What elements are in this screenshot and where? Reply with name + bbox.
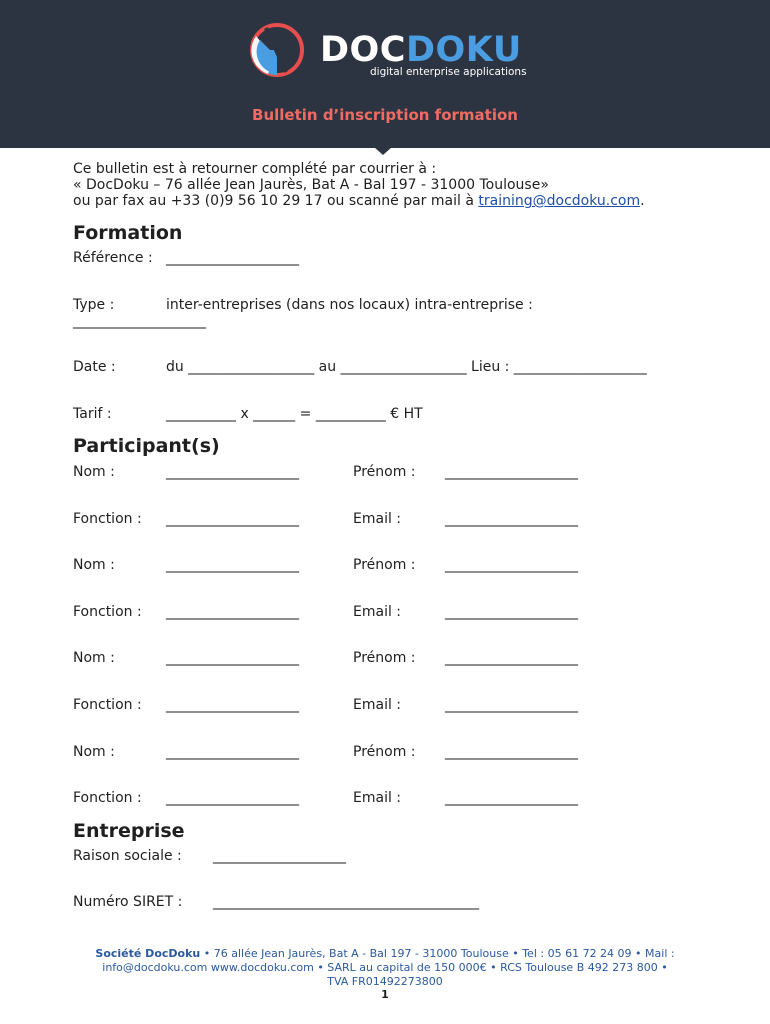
participant-2-email-label: Email : [353,604,402,620]
brand-doku: DOKU [406,30,522,70]
reference-field[interactable]: ___________________ [166,250,299,266]
page-footer [60,947,710,989]
reference-label: Référence : [73,250,153,266]
raison-sociale-field[interactable]: ___________________ [213,848,346,864]
brand-name [320,30,522,70]
footer-address: • 76 allée Jean Jaurès, Bat A - Bal 197 - 31000 Toulouse • Tel : 05 61 72 24 09 • Mail : [200,947,675,960]
type-label: Type : [73,297,115,313]
intro-text [73,161,645,209]
participant-1-email-field[interactable]: ___________________ [445,511,578,527]
participant-1-fonction-label: Fonction : [73,511,142,527]
section-formation-title: Formation [73,222,183,244]
participant-1-prenom-label: Prénom : [353,464,416,480]
participant-3-prenom-label: Prénom : [353,650,416,666]
brand-tagline: digital enterprise applications [370,66,527,78]
intro-line-3-suffix: . [640,193,645,209]
participant-4-nom-field[interactable]: ___________________ [166,744,299,760]
participant-3-fonction-label: Fonction : [73,697,142,713]
siret-field[interactable]: ______________________________________ [213,894,479,910]
siret-label: Numéro SIRET : [73,894,183,910]
raison-sociale-label: Raison sociale : [73,848,182,864]
intro-line-3 [73,193,645,209]
intro-line-1: Ce bulletin est à retourner complété par courrier à : [73,161,437,177]
tarif-label: Tarif : [73,406,112,422]
tarif-fields[interactable]: __________ x ______ = __________ € HT [166,406,423,422]
participant-2-fonction-label: Fonction : [73,604,142,620]
participant-2-prenom-label: Prénom : [353,557,416,573]
type-intra-field[interactable]: ___________________ [73,313,206,329]
training-email-link[interactable]: training@docdoku.com [478,193,641,209]
participant-2-nom-field[interactable]: ___________________ [166,557,299,573]
footer-line-3: TVA FR01492273800 [327,975,443,988]
participant-3-nom-field[interactable]: ___________________ [166,650,299,666]
footer-line-1 [60,947,710,961]
participant-1-fonction-field[interactable]: ___________________ [166,511,299,527]
participant-3-nom-label: Nom : [73,650,115,666]
page-title: Bulletin d’inscription formation [252,106,518,124]
type-options[interactable]: inter-entreprises (dans nos locaux) intra-entreprise : [166,297,533,313]
page-number: 1 [381,988,389,1001]
participant-2-email-field[interactable]: ___________________ [445,604,578,620]
participant-1-nom-label: Nom : [73,464,115,480]
participant-3-prenom-field[interactable]: ___________________ [445,650,578,666]
participant-3-fonction-field[interactable]: ___________________ [166,697,299,713]
participant-4-email-field[interactable]: ___________________ [445,790,578,806]
date-label: Date : [73,359,116,375]
participant-4-prenom-label: Prénom : [353,744,416,760]
footer-company: Société DocDoku [95,947,201,960]
participant-4-prenom-field[interactable]: ___________________ [445,744,578,760]
participant-2-fonction-field[interactable]: ___________________ [166,604,299,620]
participant-3-email-field[interactable]: ___________________ [445,697,578,713]
participant-4-email-label: Email : [353,790,402,806]
section-entreprise-title: Entreprise [73,820,185,842]
participant-1-nom-field[interactable]: ___________________ [166,464,299,480]
brand-doc: DOC [320,30,406,70]
participant-2-prenom-field[interactable]: ___________________ [445,557,578,573]
intro-line-3-prefix: ou par fax au +33 (0)9 56 10 29 17 ou scanné par mail à [73,193,479,209]
footer-line-2: info@docdoku.com www.docdoku.com • SARL au capital de 150 000€ • RCS Toulouse B 492 273 800 • [102,961,668,974]
participant-3-email-label: Email : [353,697,402,713]
participant-1-prenom-field[interactable]: ___________________ [445,464,578,480]
date-fields[interactable]: du __________________ au __________________ Lieu : ___________________ [166,359,647,375]
docdoku-logo-icon [246,22,308,78]
participant-2-nom-label: Nom : [73,557,115,573]
participant-1-email-label: Email : [353,511,402,527]
header-notch [374,147,392,155]
participant-4-nom-label: Nom : [73,744,115,760]
intro-line-2: « DocDoku – 76 allée Jean Jaurès, Bat A - Bal 197 - 31000 Toulouse» [73,177,549,193]
section-participants-title: Participant(s) [73,435,220,457]
participant-4-fonction-label: Fonction : [73,790,142,806]
page-header [0,0,770,148]
participant-4-fonction-field[interactable]: ___________________ [166,790,299,806]
